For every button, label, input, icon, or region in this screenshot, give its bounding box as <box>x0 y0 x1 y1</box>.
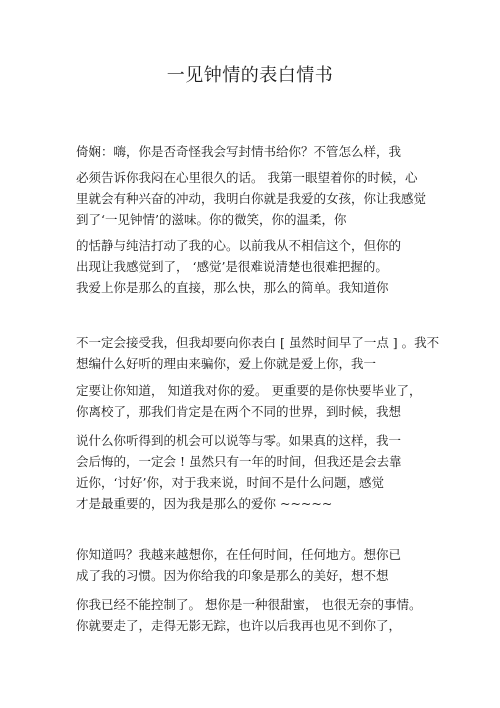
paragraph-4 <box>76 277 426 298</box>
text-line: 里就会有种兴奋的冲动，我明白你就是我爱的女孩，你让我感觉 <box>76 191 427 206</box>
text-line: 会后悔的，一定会 ! 虽然只有一年的时间，但我还是会去靠 <box>76 454 402 469</box>
paragraph-3 <box>76 235 426 277</box>
paragraph-8 <box>76 544 426 586</box>
text-line: 想编什么好听的理由来骗你，爱上你就是爱上你，我一 <box>76 356 377 371</box>
page-title: 一见钟情的表白情书 <box>166 65 334 86</box>
paragraph-6 <box>76 380 426 422</box>
text-line: 说什么你听得到的机会可以说等与零。如果真的这样，我一 <box>76 433 402 448</box>
text-line: 你离校了，那我们肯定是在两个不同的世界，到时候，我想 <box>76 404 402 419</box>
paragraph-2 <box>76 167 426 230</box>
text-line: 你就要走了，走得无影无踪，也许以后我再也见不到你了， <box>76 618 402 633</box>
paragraph-9 <box>76 594 426 636</box>
paragraph-7 <box>76 430 426 514</box>
paragraph-5 <box>76 332 440 374</box>
text-line: 才是最重要的，因为我是那么的爱你 ~~~~~ <box>76 496 333 511</box>
text-line: 必须告诉你我闷在心里很久的话。 我第一眼望着你的时候，心 <box>76 170 418 185</box>
text-line: 出现让我感觉到了， ‘感觉’是很难说清楚也很难把握的。 <box>76 259 388 274</box>
text-line: 你知道吗？我越来越想你，在任何时间，任何地方。想你已 <box>76 547 402 562</box>
paragraph-1 <box>76 141 426 162</box>
text-line: 的恬静与纯洁打动了我的心。以前我从不相信这个，但你的 <box>76 238 402 253</box>
text-line: 近你，‘讨好’你，对于我来说，时间不是什么问题，感觉 <box>76 475 384 490</box>
text-line: 倚娴：嗨，你是否奇怪我会写封情书给你？不管怎么样，我 <box>76 144 402 159</box>
text-line: 定要让你知道， 知道我对你的爱。 更重要的是你快要毕业了， <box>76 383 422 398</box>
text-line: 不一定会接受我，但我却要向你表白 [ 虽然时间早了一点 ] 。我不 <box>76 335 440 350</box>
text-line: 你我已经不能控制了。 想你是一种很甜蜜， 也很无奈的事情。 <box>76 597 422 612</box>
text-line: 成了我的习惯。因为你给我的印象是那么的美好，想不想 <box>76 568 389 583</box>
text-line: 到了‘一见钟情’的滋味。你的微笑，你的温柔，你 <box>76 212 347 227</box>
text-line: 我爱上你是那么的直接，那么快，那么的简单。我知道你 <box>76 280 389 295</box>
